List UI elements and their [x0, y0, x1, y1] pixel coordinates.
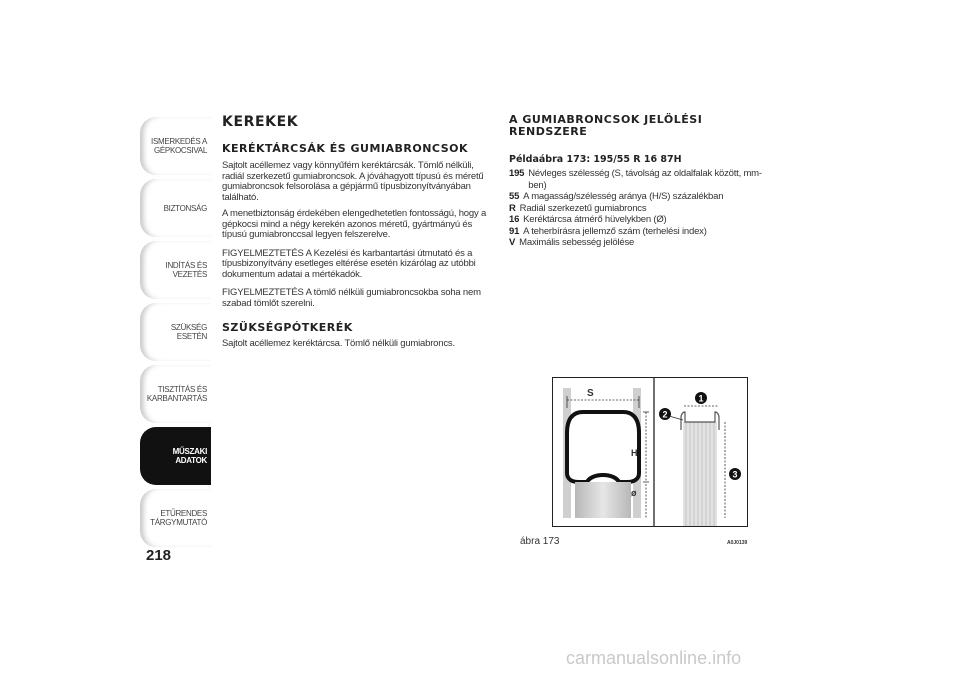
paragraph: Sajtolt acéllemez vagy könnyűfém keréktárcsák. Tömlő nélküli, radiál szerkezetű gumiabroncsok. A jóváhagyott típusú és méretű gumiabroncsok felsorolása a gépjármű típusbizonyítványában található.	[222, 160, 484, 203]
callout-2-label: 2	[662, 409, 668, 420]
label-diameter: ø	[631, 488, 637, 498]
tab-label: MŰSZAKI ADATOK	[172, 447, 207, 465]
definition-code: 16	[509, 214, 520, 225]
callout-3-label: 3	[732, 469, 738, 480]
page-number: 218	[146, 547, 172, 564]
definition-item	[509, 214, 779, 226]
page-title: KEREKEK	[222, 114, 299, 130]
definition-item	[509, 168, 779, 191]
tab-inditas[interactable]	[140, 241, 211, 299]
section-title-rims-tires: KERÉKTÁRCSÁK ÉS GUMIABRONCSOK	[222, 142, 469, 155]
tab-label: BIZTONSÁG	[163, 203, 207, 213]
definition-code: 91	[509, 225, 520, 237]
definition-item	[509, 191, 779, 203]
definition-item	[509, 203, 779, 215]
figure-code: A0J0139	[727, 540, 748, 546]
tire-diagram	[553, 378, 747, 526]
callout-1-label: 1	[698, 393, 704, 404]
definition-code: R	[509, 202, 516, 214]
tab-tisztitas[interactable]	[140, 365, 211, 423]
tire-diagram-figure	[552, 377, 748, 527]
definition-item	[509, 237, 779, 249]
rim-section	[575, 482, 631, 518]
paragraph: Sajtolt acéllemez keréktárcsa. Tömlő nélküli gumiabroncs.	[222, 338, 455, 349]
title-line: A GUMIABRONCSOK JELÖLÉSI	[509, 113, 703, 126]
paragraph: A menetbiztonság érdekében elengedhetetlen fontosságú, hogy a gépkocsi mind a négy kerekén azonos méretű, gyártmányú és típusú gumiabronccsal legyen felszerelve.	[222, 208, 487, 240]
definition-item	[509, 226, 779, 238]
label-s: S	[587, 388, 594, 399]
tab-targymutato[interactable]	[140, 489, 211, 547]
definition-text: Maximális sebesség jelölése	[519, 237, 635, 248]
right-column	[509, 114, 779, 249]
rim-body	[683, 422, 717, 526]
figure-caption: ábra 173	[520, 536, 560, 547]
watermark: carmanualsonline.info	[566, 648, 742, 668]
tab-ismerkedes[interactable]	[140, 117, 211, 175]
definition-list	[509, 168, 779, 249]
section-title-marking	[509, 114, 779, 138]
title-line: RENDSZERE	[509, 125, 588, 138]
tab-biztonsag[interactable]	[140, 179, 211, 237]
section-title-spare-wheel: SZÜKSÉGPÓTKERÉK	[222, 321, 353, 334]
warning-paragraph: FIGYELMEZTETÉS A tömlő nélküli gumiabroncsokba soha nem szabad tömlőt szerelni.	[222, 287, 481, 309]
tab-label: INDÍTÁS ÉS VEZETÉS	[165, 261, 207, 279]
definition-text: A magasság/szélesség aránya (H/S) százalékban	[523, 191, 724, 202]
tab-szukseg[interactable]	[140, 303, 211, 361]
definition-text: Radiál szerkezetű gumiabroncs	[519, 202, 647, 214]
example-heading: Példaábra 173: 195/55 R 16 87H	[509, 154, 682, 165]
warning-paragraph: FIGYELMEZTETÉS A Kezelési és karbantartási útmutató és a típusbizonyítvány esetleges eltérése esetén kizárólag az utóbbi dokumentum adatai a mértékadók.	[222, 247, 476, 280]
definition-text: A teherbírásra jellemző szám (terhelési index)	[523, 225, 707, 237]
definition-code: V	[509, 237, 516, 248]
tab-muszaki-adatok[interactable]	[140, 427, 211, 485]
tab-label: SZÜKSÉG ESETÉN	[170, 323, 207, 341]
tab-label: ISMERKEDÉS A GÉPKOCSIVAL	[151, 137, 207, 155]
tab-label: ETŰRENDES TÁRGYMUTATÓ	[150, 509, 207, 527]
definition-code: 55	[509, 191, 520, 202]
definition-code: 195	[509, 168, 525, 179]
definition-text: Keréktárcsa átmérő hüvelykben (Ø)	[523, 214, 667, 225]
tab-label: TISZTÍTÁS ÉS KARBANTARTÁS	[146, 385, 207, 403]
definition-text: Névleges szélesség (S, távolság az oldalfalak között, mm-ben)	[528, 168, 762, 191]
left-column	[222, 114, 492, 350]
label-h: H	[631, 448, 638, 458]
